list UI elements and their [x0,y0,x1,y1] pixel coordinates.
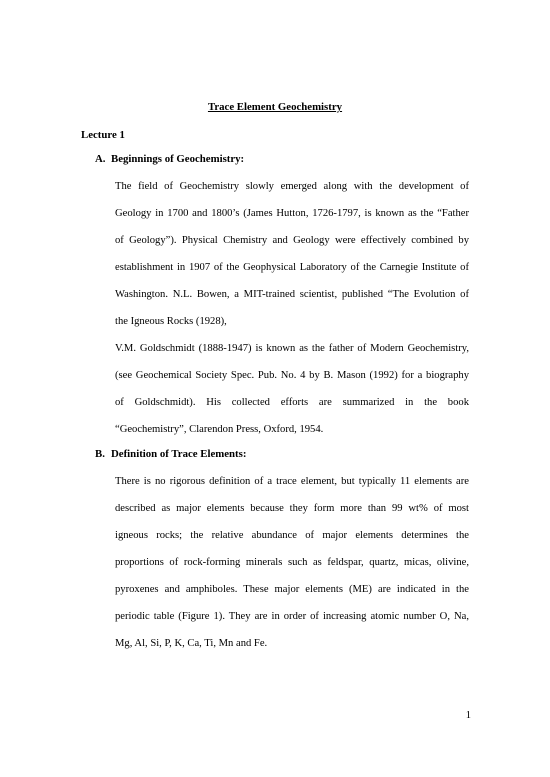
paragraph-line: proportions of rock-forming minerals such as feldspar, quartz, micas, olivine, [115,557,469,568]
section-letter: B. [95,448,105,460]
paragraph-line: of Geology”). Physical Chemistry and Geology were effectively combined by [115,235,469,246]
paragraph-line: V.M. Goldschmidt (1888-1947) is known as the father of Modern Geochemistry, [115,343,469,354]
page-number: 1 [465,710,471,721]
paragraph-line: There is no rigorous definition of a trace element, but typically 11 elements are [115,476,469,487]
paragraph-line: The field of Geochemistry slowly emerged along with the development of [115,181,469,192]
paragraph-line: “Geochemistry”, Clarendon Press, Oxford, 1954. [115,424,324,435]
section-heading-b [95,448,246,460]
section-title: Beginnings of Geochemistry: [111,153,245,165]
paragraph-line: establishment in 1907 of the Geophysical Laboratory of the Carnegie Institute of [115,262,469,273]
paragraph-line: described as major elements because they form more than 99 wt% of most [115,503,469,514]
document-title: Trace Element Geochemistry [207,101,343,113]
lecture-heading: Lecture 1 [81,129,125,141]
paragraph-line: Geology in 1700 and 1800’s (James Hutton, 1726-1797, is known as the “Father [115,208,469,219]
paragraph-line: Washington. N.L. Bowen, a MIT-trained scientist, published “The Evolution of [115,289,469,300]
section-title: Definition of Trace Elements: [111,448,247,460]
paragraph-line: of Goldschmidt). His collected efforts are summarized in the book [115,397,469,408]
section-heading-a [95,153,244,165]
paragraph-line: the Igneous Rocks (1928), [115,316,227,327]
paragraph-line: pyroxenes and amphiboles. These major elements (ME) are indicated in the [115,584,469,595]
paragraph-line: (see Geochemical Society Spec. Pub. No. 4 by B. Mason (1992) for a biography [115,370,469,381]
paragraph-line: Mg, Al, Si, P, K, Ca, Ti, Mn and Fe. [115,638,268,649]
paragraph-line: periodic table (Figure 1). They are in order of increasing atomic number O, Na, [115,611,469,622]
section-letter: A. [95,153,106,165]
paragraph-line: igneous rocks; the relative abundance of major elements determines the [115,530,469,541]
